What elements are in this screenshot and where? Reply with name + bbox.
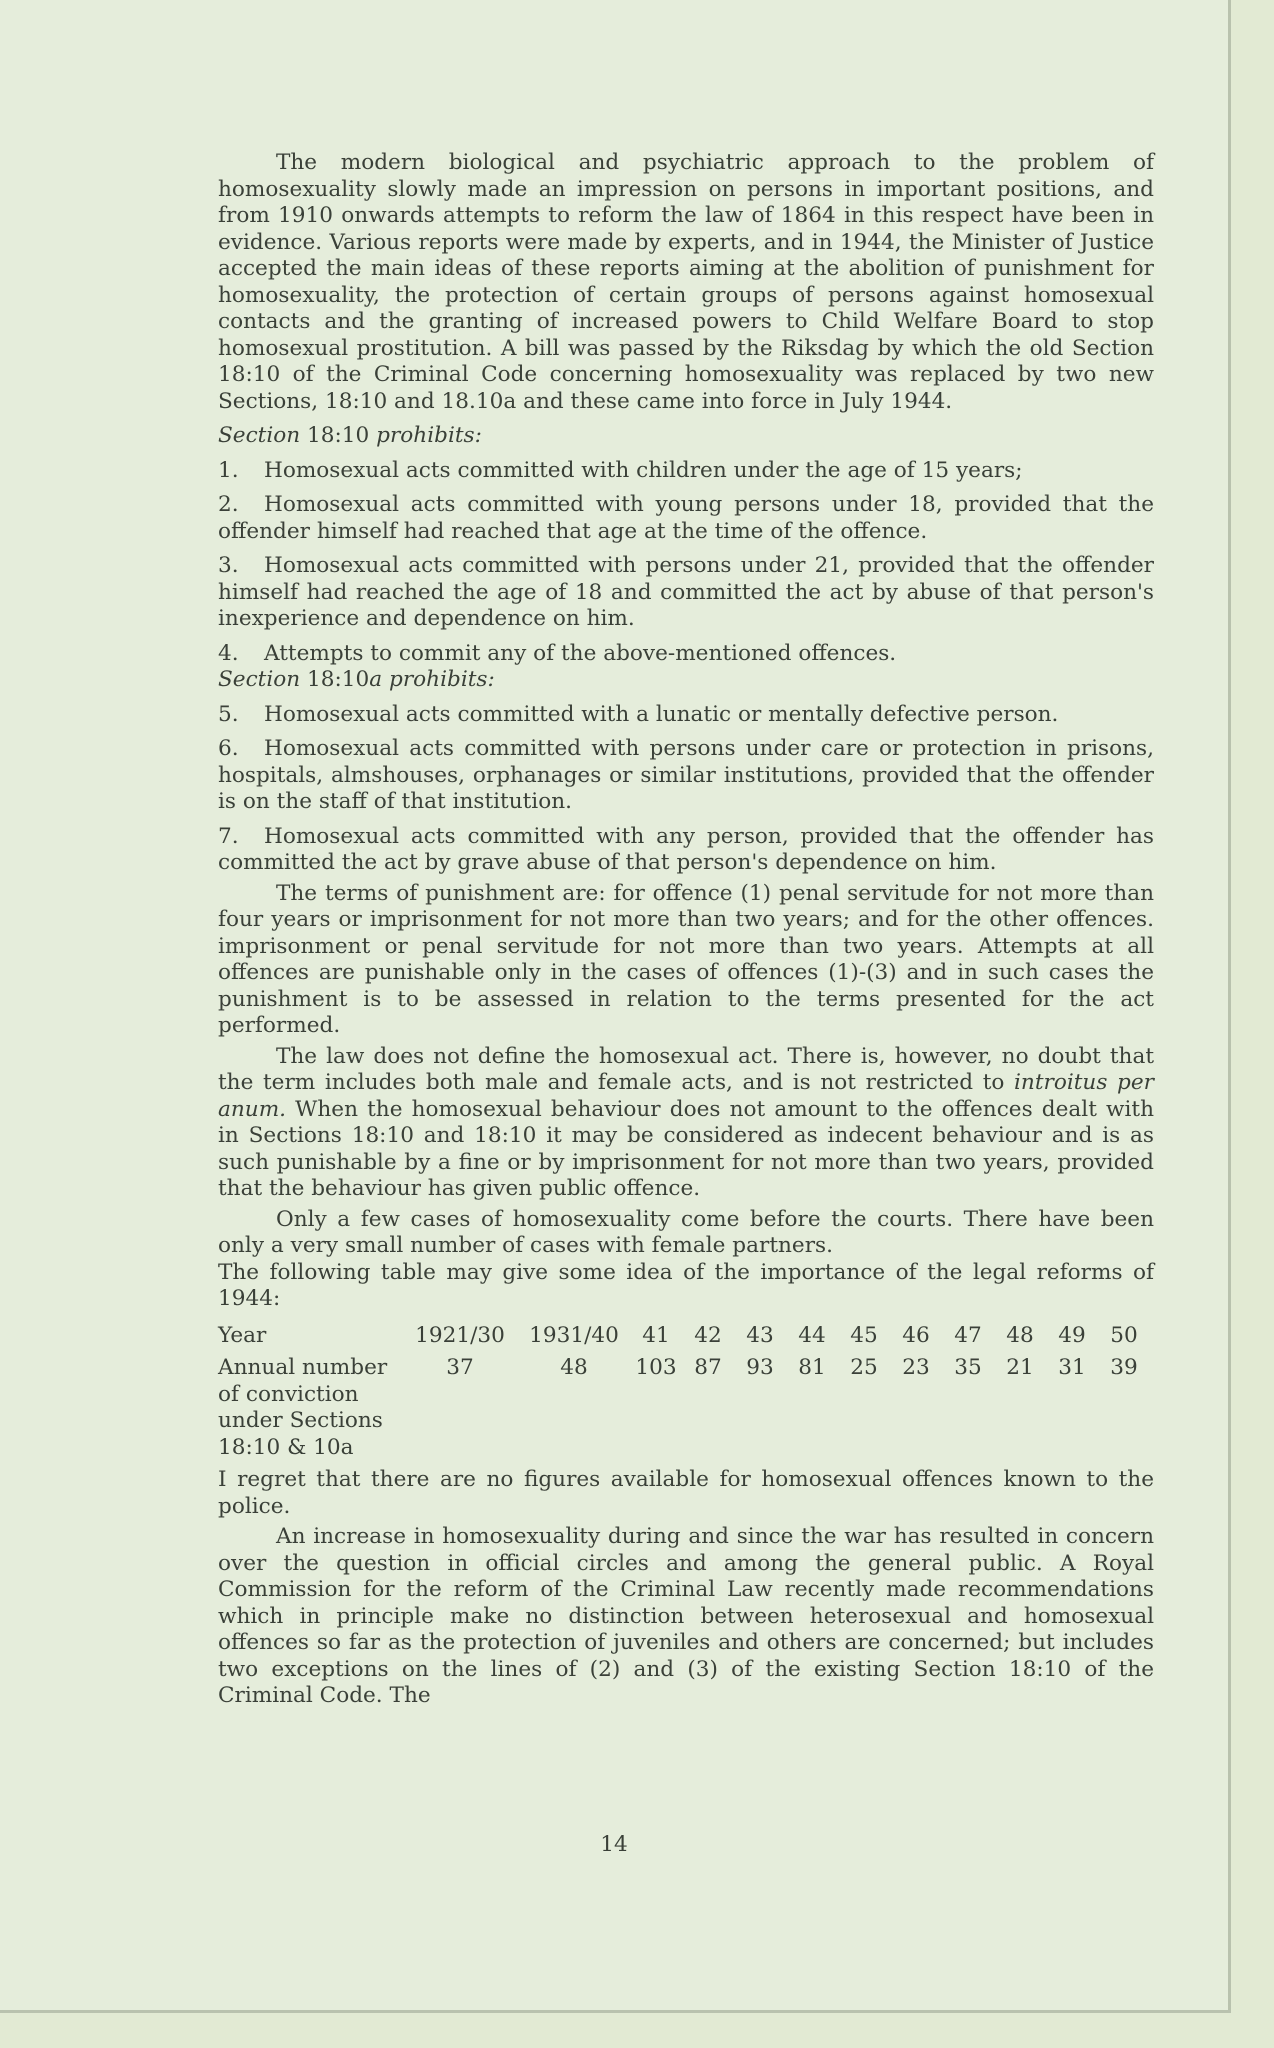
row-label: Annual number of conviction under Sections 18:10 & 10a: [218, 1355, 388, 1460]
section-verb: prohibits:: [376, 423, 482, 448]
table-intro-paragraph: The following table may give some idea of the importance of the legal reforms of 1944:: [218, 1259, 1154, 1311]
value-cell: 87: [694, 1355, 722, 1380]
offence-item-1: [218, 458, 1154, 485]
year-cell: 46: [902, 1322, 930, 1348]
value-cell: 31: [1058, 1355, 1086, 1380]
year-cell: 44: [798, 1322, 826, 1348]
value-cell: 25: [850, 1355, 878, 1380]
offence-number: 4.: [218, 640, 239, 666]
year-cell: 50: [1110, 1322, 1138, 1348]
punishment-paragraph: The terms of punishment are: for offence (1) penal servitude for not more than four years or imprisonment for not more than two years; and for the other offences. imprisonment or penal servitude for not more than two years. Attempts at all offences are punishable only in the cases of offences (1)-(3) and in such cases the punishment is to be assessed in relation to the terms presented for the act performed.: [218, 880, 1154, 1038]
offence-number: 6.: [218, 736, 239, 761]
year-cell: 47: [954, 1322, 982, 1348]
year-cell: 42: [694, 1322, 722, 1348]
body-text: [218, 150, 1154, 1710]
offence-item-5: [218, 702, 1154, 729]
offence-text: Homosexual acts committed with any person, provided that the offender has committed the act by grave abuse of that person's dependence on him.: [218, 823, 1154, 875]
offence-number: 7.: [218, 823, 239, 849]
definition-text-start: The law does not define the homosexual act. There is, however, no doubt that the term includes both male and female acts, and is not restricted to: [218, 1043, 1154, 1095]
value-cell: 81: [798, 1355, 826, 1380]
few-cases-paragraph: Only a few cases of homosexuality come before the courts. There have been only a very small number of cases with female partners.: [218, 1206, 1154, 1258]
intro-paragraph: The modern biological and psychiatric approach to the problem of homosexuality slowly made an impression on persons in important positions, and from 1910 onwards attempts to reform the law of 1864 in this respect have been in evidence. Various reports were made by experts, and in 1944, the Minister of Justice accepted the main ideas of these reports aiming at the abolition of punishment for homosexuality, the protection of certain groups of persons against homosexual contacts and the granting of increased powers to Child Welfare Board to stop homosexual prostitution. A bill was passed by the Riksdag by which the old Section 18:10 of the Criminal Code concerning homosexuality was replaced by two new Sections, 18:10 and 18.10a and these came into force in July 1944.: [218, 150, 1154, 414]
offence-item-6: [218, 736, 1154, 816]
page-number: 14: [600, 1832, 628, 1857]
regret-paragraph: I regret that there are no figures available for homosexual offences known to the police.: [218, 1467, 1154, 1519]
latin-phrase: introitus per anum.: [218, 1070, 1154, 1122]
value-cell: 21: [1006, 1355, 1034, 1380]
value-cell: 37: [446, 1355, 474, 1380]
offence-number: 5.: [218, 701, 239, 727]
section-number: 18:10: [307, 667, 370, 692]
definition-paragraph: [218, 1044, 1154, 1203]
offence-item-4: [218, 641, 1154, 668]
section-suffix: a: [369, 667, 383, 692]
value-cell: 103: [635, 1355, 677, 1380]
section-18-10-heading: [218, 423, 1154, 450]
year-cell: 41: [642, 1322, 670, 1348]
section-verb: prohibits:: [389, 667, 495, 692]
year-cell: 1921/30: [415, 1322, 505, 1348]
section-label: Section: [218, 423, 301, 448]
offence-text: Homosexual acts committed with young persons under 18, provided that the offender himself had reached that age at the time of the offence.: [218, 492, 1154, 544]
offence-number: 1.: [218, 457, 239, 483]
value-cell: 35: [954, 1355, 982, 1380]
section-number: 18:10: [307, 423, 370, 448]
increase-paragraph: An increase in homosexuality during and since the war has resulted in concern over the question in official circles and among the general public. A Royal Commission for the reform of the Criminal Law recently made recommendations which in principle make no distinction between heterosexual and homosexual offences so far as the protection of juveniles and others are concerned; but includes two exceptions on the lines of (2) and (3) of the existing Section 18:10 of the Criminal Code. The: [218, 1524, 1154, 1708]
offence-item-2: [218, 492, 1154, 545]
table-row: [218, 1349, 1150, 1461]
year-cell: 43: [746, 1322, 774, 1348]
value-cell: 48: [560, 1355, 588, 1380]
offence-text: Homosexual acts committed with a lunatic or mentally defective person.: [264, 701, 1059, 727]
year-cell: 1931/40: [529, 1322, 619, 1348]
year-cell: 48: [1006, 1322, 1034, 1348]
offence-text: Attempts to commit any of the above-mentioned offences.: [264, 640, 897, 666]
definition-text-end: When the homosexual behaviour does not amount to the offences dealt with in Sections 18:10 and 18:10 it may be considered as indecent behaviour and is as such punishable by a fine or by imprisonment for not more than two years, provided that the behaviour has given public offence.: [218, 1096, 1154, 1201]
offence-item-3: [218, 553, 1154, 633]
offence-text: Homosexual acts committed with persons under 21, provided that the offender himself had reached the age of 18 and committed the act by abuse of that person's inexperience and dependence on him.: [218, 553, 1154, 631]
convictions-table: [218, 1323, 1150, 1462]
section-label: Section: [218, 667, 301, 692]
value-cell: 23: [902, 1355, 930, 1380]
year-cell: 45: [850, 1322, 878, 1348]
offence-number: 2.: [218, 492, 239, 517]
year-label: Year: [218, 1322, 267, 1348]
offence-text: Homosexual acts committed with children under the age of 15 years;: [264, 457, 1023, 483]
offence-item-7: [218, 824, 1154, 877]
table-header-row: [218, 1323, 1150, 1350]
value-cell: 39: [1110, 1355, 1138, 1380]
year-cell: 49: [1058, 1322, 1086, 1348]
section-18-10a-heading: [218, 667, 1154, 694]
offence-text: Homosexual acts committed with persons under care or protection in prisons, hospitals, almshouses, orphanages or similar institutions, provided that the offender is on the staff of that institution.: [218, 736, 1154, 814]
value-cell: 93: [746, 1355, 774, 1380]
offence-number: 3.: [218, 553, 239, 578]
